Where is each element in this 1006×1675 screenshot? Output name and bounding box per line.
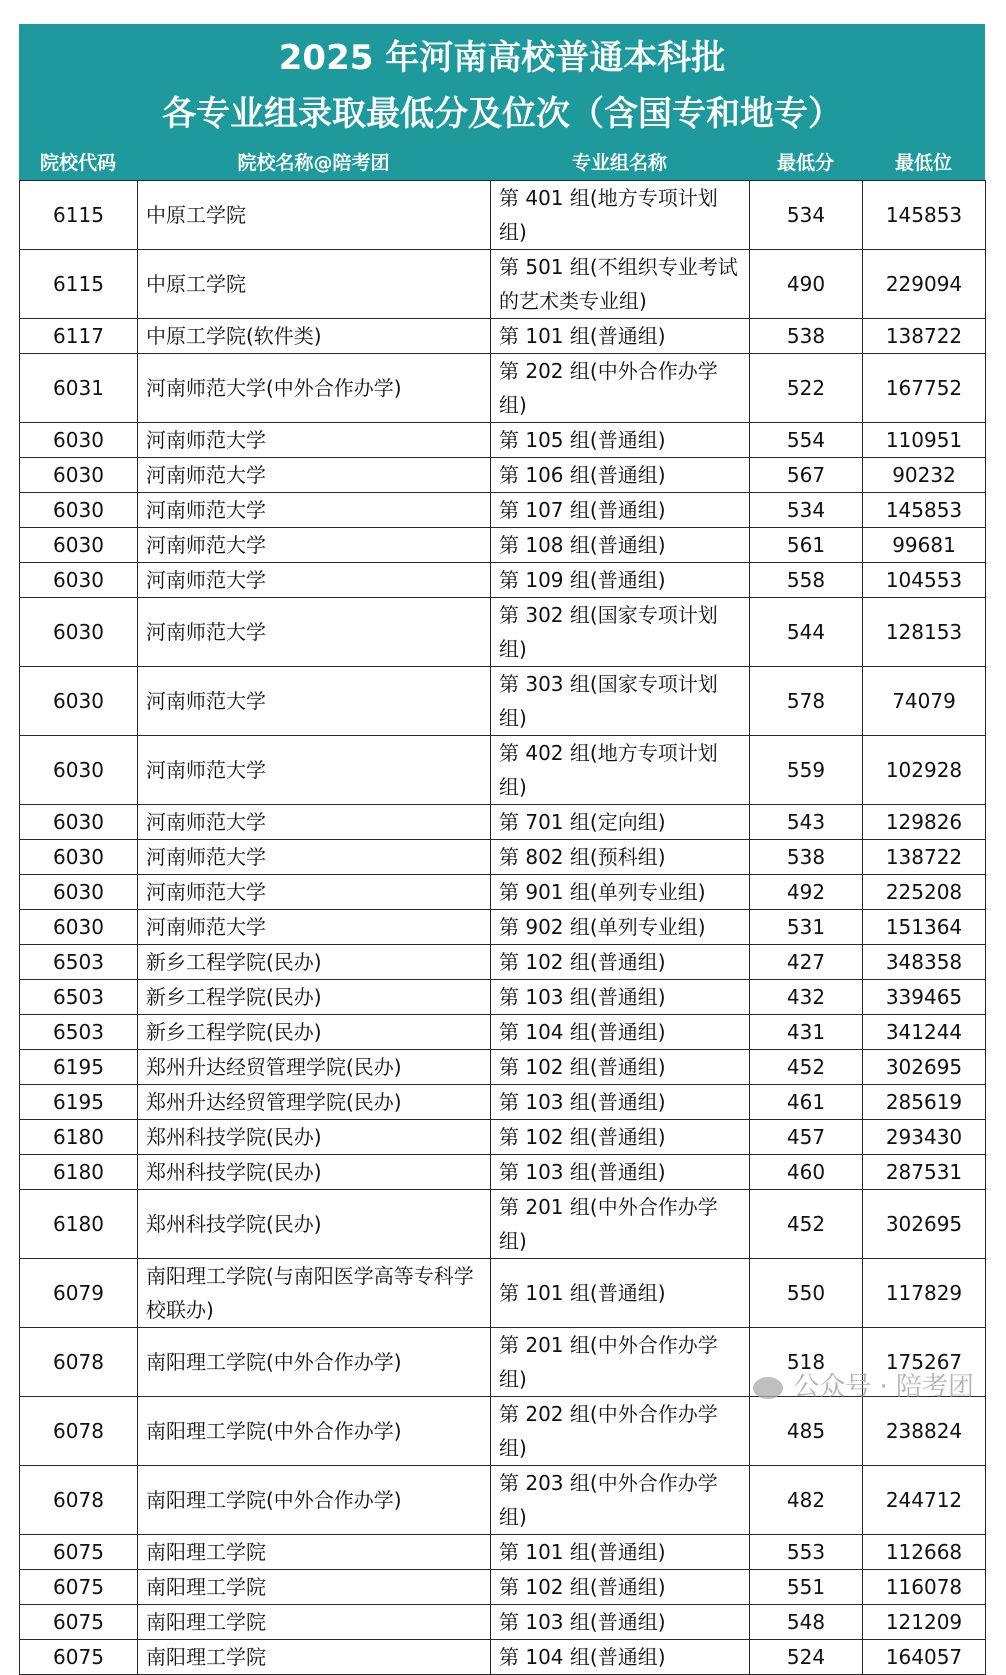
table-row (20, 980, 986, 1015)
table-row (20, 1535, 986, 1570)
table-row (20, 1259, 986, 1328)
school-name-cell: 中原工学院 (138, 250, 491, 319)
header-school-name: 院校名称@陪考团 (237, 152, 390, 174)
school-code-cell: 6180 (20, 1120, 138, 1155)
admission-table (19, 180, 986, 1675)
min-score-cell: 578 (750, 667, 863, 736)
min-rank-cell: 348358 (863, 945, 986, 980)
school-name-cell: 南阳理工学院 (138, 1535, 491, 1570)
school-code-cell: 6195 (20, 1050, 138, 1085)
table-row (20, 181, 986, 250)
school-code-cell: 6030 (20, 458, 138, 493)
school-name-cell: 南阳理工学院 (138, 1640, 491, 1675)
school-name-cell: 新乡工程学院(民办) (138, 1015, 491, 1050)
title-line-1: 2025 年河南高校普通本科批 (278, 38, 726, 78)
min-rank-cell: 145853 (863, 493, 986, 528)
min-rank-cell: 302695 (863, 1190, 986, 1259)
school-code-cell: 6075 (20, 1640, 138, 1675)
table-row (20, 1085, 986, 1120)
school-name-cell: 河南师范大学 (138, 910, 491, 945)
school-code-cell: 6030 (20, 875, 138, 910)
table-row (20, 563, 986, 598)
table-row (20, 667, 986, 736)
school-name-cell: 郑州升达经贸管理学院(民办) (138, 1050, 491, 1085)
min-score-cell: 492 (750, 875, 863, 910)
table-row (20, 1397, 986, 1466)
group-name-cell: 第 203 组(中外合作办学组) (491, 1466, 750, 1535)
school-name-cell: 河南师范大学 (138, 493, 491, 528)
table-row (20, 458, 986, 493)
admission-table-sheet (19, 24, 985, 1675)
min-score-cell: 534 (750, 493, 863, 528)
group-name-cell: 第 302 组(国家专项计划组) (491, 598, 750, 667)
school-name-cell: 河南师范大学 (138, 458, 491, 493)
min-score-cell: 559 (750, 736, 863, 805)
school-name-cell: 河南师范大学 (138, 736, 491, 805)
school-name-cell: 河南师范大学 (138, 563, 491, 598)
min-score-cell: 567 (750, 458, 863, 493)
school-name-cell: 河南师范大学 (138, 667, 491, 736)
min-rank-cell: 104553 (863, 563, 986, 598)
school-code-cell: 6030 (20, 667, 138, 736)
watermark (753, 1366, 974, 1403)
min-score-cell: 534 (750, 181, 863, 250)
group-name-cell: 第 102 组(普通组) (491, 1570, 750, 1605)
school-name-cell: 南阳理工学院 (138, 1605, 491, 1640)
school-name-cell: 中原工学院 (138, 181, 491, 250)
school-code-cell: 6030 (20, 840, 138, 875)
table-row (20, 1155, 986, 1190)
min-score-cell: 531 (750, 910, 863, 945)
table-row (20, 528, 986, 563)
table-row (20, 736, 986, 805)
table-row (20, 1570, 986, 1605)
min-rank-cell: 175267 (863, 1328, 986, 1397)
table-row (20, 875, 986, 910)
school-code-cell: 6078 (20, 1397, 138, 1466)
school-code-cell: 6030 (20, 736, 138, 805)
school-code-cell: 6117 (20, 319, 138, 354)
school-name-cell: 河南师范大学 (138, 840, 491, 875)
table-row (20, 840, 986, 875)
min-rank-cell: 151364 (863, 910, 986, 945)
group-name-cell: 第 102 组(普通组) (491, 1050, 750, 1085)
school-name-cell: 新乡工程学院(民办) (138, 945, 491, 980)
header-group-name: 专业组名称 (571, 152, 667, 174)
school-code-cell: 6030 (20, 493, 138, 528)
min-score-cell: 490 (750, 250, 863, 319)
min-rank-cell: 112668 (863, 1535, 986, 1570)
min-rank-cell: 117829 (863, 1259, 986, 1328)
school-name-cell: 郑州科技学院(民办) (138, 1120, 491, 1155)
school-name-cell: 河南师范大学(中外合作办学) (138, 354, 491, 423)
min-score-cell: 457 (750, 1120, 863, 1155)
min-score-cell: 485 (750, 1397, 863, 1466)
group-name-cell: 第 106 组(普通组) (491, 458, 750, 493)
school-code-cell: 6030 (20, 910, 138, 945)
table-row (20, 354, 986, 423)
min-score-cell: 553 (750, 1535, 863, 1570)
school-name-cell: 郑州科技学院(民办) (138, 1155, 491, 1190)
school-code-cell: 6075 (20, 1570, 138, 1605)
min-score-cell: 554 (750, 423, 863, 458)
group-name-cell: 第 104 组(普通组) (491, 1640, 750, 1675)
table-row (20, 250, 986, 319)
group-name-cell: 第 401 组(地方专项计划组) (491, 181, 750, 250)
school-code-cell: 6180 (20, 1190, 138, 1259)
min-score-cell: 518 (750, 1328, 863, 1397)
min-rank-cell: 229094 (863, 250, 986, 319)
min-rank-cell: 164057 (863, 1640, 986, 1675)
group-name-cell: 第 104 组(普通组) (491, 1015, 750, 1050)
min-rank-cell: 74079 (863, 667, 986, 736)
group-name-cell: 第 105 组(普通组) (491, 423, 750, 458)
group-name-cell: 第 402 组(地方专项计划组) (491, 736, 750, 805)
group-name-cell: 第 802 组(预科组) (491, 840, 750, 875)
school-name-cell: 河南师范大学 (138, 875, 491, 910)
min-score-cell: 524 (750, 1640, 863, 1675)
school-code-cell: 6180 (20, 1155, 138, 1190)
min-score-cell: 544 (750, 598, 863, 667)
group-name-cell: 第 103 组(普通组) (491, 1605, 750, 1640)
school-name-cell: 南阳理工学院(中外合作办学) (138, 1328, 491, 1397)
school-name-cell: 南阳理工学院 (138, 1570, 491, 1605)
min-score-cell: 538 (750, 840, 863, 875)
min-rank-cell: 293430 (863, 1120, 986, 1155)
table-row (20, 805, 986, 840)
table-row (20, 423, 986, 458)
school-name-cell: 南阳理工学院(中外合作办学) (138, 1466, 491, 1535)
school-code-cell: 6075 (20, 1605, 138, 1640)
table-row (20, 493, 986, 528)
min-rank-cell: 302695 (863, 1050, 986, 1085)
min-score-cell: 548 (750, 1605, 863, 1640)
min-rank-cell: 138722 (863, 840, 986, 875)
school-code-cell: 6195 (20, 1085, 138, 1120)
min-rank-cell: 238824 (863, 1397, 986, 1466)
min-rank-cell: 128153 (863, 598, 986, 667)
group-name-cell: 第 107 组(普通组) (491, 493, 750, 528)
school-name-cell: 河南师范大学 (138, 528, 491, 563)
min-rank-cell: 244712 (863, 1466, 986, 1535)
school-name-cell: 中原工学院(软件类) (138, 319, 491, 354)
group-name-cell: 第 901 组(单列专业组) (491, 875, 750, 910)
min-rank-cell: 102928 (863, 736, 986, 805)
group-name-cell: 第 109 组(普通组) (491, 563, 750, 598)
min-score-cell: 432 (750, 980, 863, 1015)
school-name-cell: 南阳理工学院(与南阳医学高等专科学校联办) (138, 1259, 491, 1328)
group-name-cell: 第 102 组(普通组) (491, 945, 750, 980)
min-rank-cell: 285619 (863, 1085, 986, 1120)
min-rank-cell: 167752 (863, 354, 986, 423)
school-code-cell: 6030 (20, 528, 138, 563)
group-name-cell: 第 101 组(普通组) (491, 1259, 750, 1328)
min-rank-cell: 145853 (863, 181, 986, 250)
min-rank-cell: 287531 (863, 1155, 986, 1190)
school-name-cell: 郑州科技学院(民办) (138, 1190, 491, 1259)
table-row (20, 1050, 986, 1085)
watermark-text: 公众号 · 陪考团 (793, 1372, 974, 1402)
min-rank-cell: 341244 (863, 1015, 986, 1050)
school-code-cell: 6078 (20, 1466, 138, 1535)
title-line-2: 各专业组录取最低分及位次（含国专和地专） (162, 94, 842, 134)
school-code-cell: 6115 (20, 181, 138, 250)
min-rank-cell: 225208 (863, 875, 986, 910)
table-row (20, 1640, 986, 1675)
group-name-cell: 第 103 组(普通组) (491, 980, 750, 1015)
min-score-cell: 431 (750, 1015, 863, 1050)
group-name-cell: 第 101 组(普通组) (491, 319, 750, 354)
group-name-cell: 第 108 组(普通组) (491, 528, 750, 563)
group-name-cell: 第 201 组(中外合作办学组) (491, 1328, 750, 1397)
min-score-cell: 427 (750, 945, 863, 980)
min-score-cell: 482 (750, 1466, 863, 1535)
min-rank-cell: 138722 (863, 319, 986, 354)
min-score-cell: 452 (750, 1050, 863, 1085)
header-min-score: 最低分 (776, 152, 834, 174)
school-code-cell: 6030 (20, 805, 138, 840)
group-name-cell: 第 303 组(国家专项计划组) (491, 667, 750, 736)
school-name-cell: 河南师范大学 (138, 598, 491, 667)
school-code-cell: 6115 (20, 250, 138, 319)
min-score-cell: 543 (750, 805, 863, 840)
school-code-cell: 6030 (20, 423, 138, 458)
min-rank-cell: 90232 (863, 458, 986, 493)
table-row (20, 910, 986, 945)
wechat-icon (753, 1377, 783, 1399)
table-row (20, 1120, 986, 1155)
table-row (20, 945, 986, 980)
min-rank-cell: 129826 (863, 805, 986, 840)
group-name-cell: 第 103 组(普通组) (491, 1085, 750, 1120)
school-name-cell: 河南师范大学 (138, 805, 491, 840)
school-code-cell: 6030 (20, 563, 138, 598)
table-row (20, 1605, 986, 1640)
group-name-cell: 第 201 组(中外合作办学组) (491, 1190, 750, 1259)
header-min-rank: 最低位 (894, 152, 952, 174)
table-row (20, 1190, 986, 1259)
min-score-cell: 551 (750, 1570, 863, 1605)
min-score-cell: 452 (750, 1190, 863, 1259)
min-score-cell: 558 (750, 563, 863, 598)
min-rank-cell: 116078 (863, 1570, 986, 1605)
min-rank-cell: 121209 (863, 1605, 986, 1640)
school-name-cell: 郑州升达经贸管理学院(民办) (138, 1085, 491, 1120)
min-score-cell: 550 (750, 1259, 863, 1328)
school-code-cell: 6030 (20, 598, 138, 667)
min-rank-cell: 99681 (863, 528, 986, 563)
school-code-cell: 6031 (20, 354, 138, 423)
min-score-cell: 522 (750, 354, 863, 423)
table-row (20, 1015, 986, 1050)
school-name-cell: 南阳理工学院(中外合作办学) (138, 1397, 491, 1466)
group-name-cell: 第 701 组(定向组) (491, 805, 750, 840)
header-school-code: 院校代码 (39, 152, 116, 174)
school-code-cell: 6503 (20, 1015, 138, 1050)
title-banner (19, 24, 985, 180)
group-name-cell: 第 202 组(中外合作办学组) (491, 1397, 750, 1466)
min-score-cell: 561 (750, 528, 863, 563)
table-row (20, 1466, 986, 1535)
school-name-cell: 河南师范大学 (138, 423, 491, 458)
group-name-cell: 第 202 组(中外合作办学组) (491, 354, 750, 423)
table-row (20, 319, 986, 354)
school-name-cell: 新乡工程学院(民办) (138, 980, 491, 1015)
group-name-cell: 第 902 组(单列专业组) (491, 910, 750, 945)
group-name-cell: 第 501 组(不组织专业考试的艺术类专业组) (491, 250, 750, 319)
table-row (20, 598, 986, 667)
group-name-cell: 第 101 组(普通组) (491, 1535, 750, 1570)
min-rank-cell: 110951 (863, 423, 986, 458)
min-score-cell: 460 (750, 1155, 863, 1190)
group-name-cell: 第 102 组(普通组) (491, 1120, 750, 1155)
school-code-cell: 6075 (20, 1535, 138, 1570)
school-code-cell: 6079 (20, 1259, 138, 1328)
school-code-cell: 6503 (20, 980, 138, 1015)
min-score-cell: 461 (750, 1085, 863, 1120)
min-score-cell: 538 (750, 319, 863, 354)
min-rank-cell: 339465 (863, 980, 986, 1015)
school-code-cell: 6503 (20, 945, 138, 980)
school-code-cell: 6078 (20, 1328, 138, 1397)
group-name-cell: 第 103 组(普通组) (491, 1155, 750, 1190)
